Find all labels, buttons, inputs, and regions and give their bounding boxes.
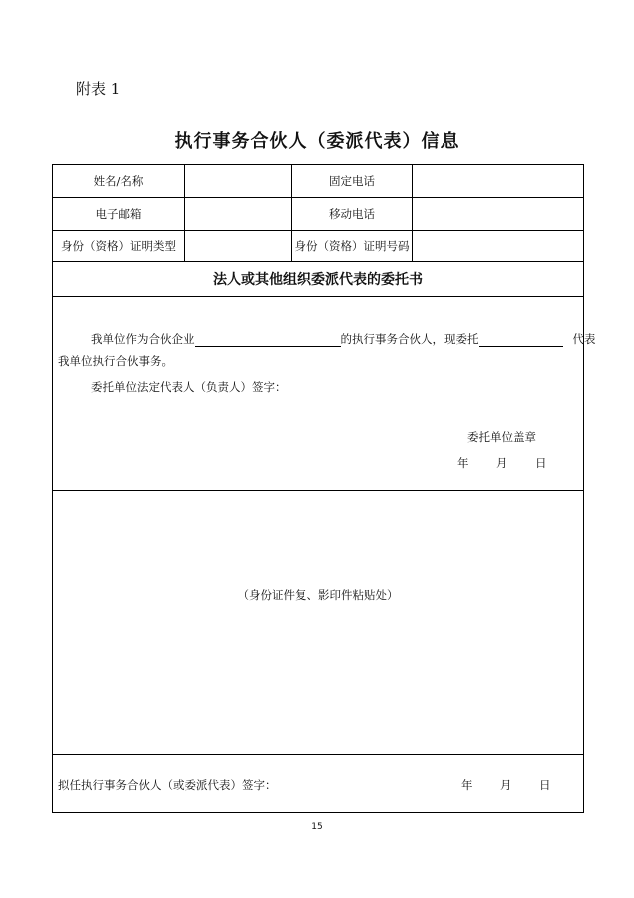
seal-label: 委托单位盖章 bbox=[467, 430, 536, 444]
email-field[interactable] bbox=[185, 198, 292, 230]
date-month-label: 月 bbox=[496, 456, 508, 470]
page-number: 15 bbox=[311, 822, 323, 832]
annex-label: 附表 1 bbox=[76, 80, 121, 98]
phone-field[interactable] bbox=[413, 165, 585, 197]
id-type-field[interactable] bbox=[185, 231, 292, 261]
section-heading: 法人或其他组织委派代表的委托书 bbox=[213, 272, 423, 288]
email-label: 电子邮箱 bbox=[53, 198, 185, 230]
date-day-label: 日 bbox=[535, 456, 547, 470]
page-title: 执行事务合伙人（委派代表）信息 bbox=[174, 131, 460, 152]
table-row bbox=[53, 231, 583, 262]
signature-date-year: 年 bbox=[461, 778, 473, 792]
id-number-field[interactable] bbox=[413, 231, 585, 261]
name-label: 姓名/名称 bbox=[53, 165, 185, 197]
partnership-name-blank[interactable] bbox=[195, 332, 341, 347]
signature-date-month: 月 bbox=[500, 778, 512, 792]
date-year-label: 年 bbox=[457, 456, 469, 470]
authorization-text-part1: 我单位作为合伙企业 bbox=[91, 332, 195, 346]
phone-label: 固定电话 bbox=[292, 165, 413, 197]
delegate-name-blank[interactable] bbox=[479, 332, 563, 347]
mobile-field[interactable] bbox=[413, 198, 585, 230]
candidate-signature-label: 拟任执行事务合伙人（或委派代表）签字： bbox=[58, 778, 277, 792]
id-number-label: 身份（资格）证明号码 bbox=[292, 231, 413, 261]
authorization-text-part3: 代表 bbox=[572, 332, 596, 346]
table-row bbox=[53, 198, 583, 231]
legal-rep-signature-label: 委托单位法定代表人（负责人）签字： bbox=[91, 380, 287, 394]
info-form bbox=[52, 164, 596, 813]
signature-date-day: 日 bbox=[539, 778, 551, 792]
id-type-label: 身份（资格）证明类型 bbox=[53, 231, 185, 261]
authorization-letter bbox=[53, 297, 596, 491]
authorization-heading-row bbox=[53, 262, 583, 297]
name-field[interactable] bbox=[185, 165, 292, 197]
id-copy-paste-area bbox=[53, 491, 583, 755]
candidate-signature-row bbox=[53, 755, 583, 812]
table-row bbox=[53, 165, 583, 198]
authorization-text-line2: 我单位执行合伙事务。 bbox=[58, 354, 173, 368]
authorization-text-part2: 的执行事务合伙人，现委托 bbox=[340, 332, 479, 346]
authorization-sentence bbox=[91, 331, 596, 347]
id-copy-paste-label: （身份证件复、影印件粘贴处） bbox=[237, 588, 399, 602]
mobile-label: 移动电话 bbox=[292, 198, 413, 230]
